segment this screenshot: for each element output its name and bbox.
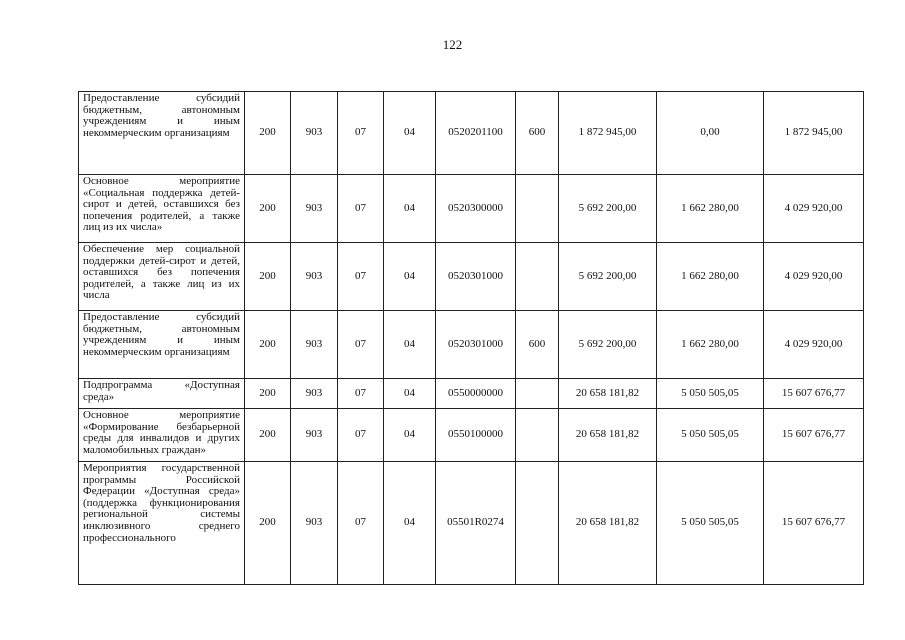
column-3-code: 07 bbox=[338, 409, 384, 462]
amount-1: 20 658 181,82 bbox=[559, 409, 657, 462]
column-5-code: 0520301000 bbox=[436, 311, 516, 379]
column-4-code: 04 bbox=[384, 175, 436, 243]
column-4-code: 04 bbox=[384, 243, 436, 311]
amount-3: 15 607 676,77 bbox=[764, 409, 864, 462]
column-1-code: 200 bbox=[245, 311, 291, 379]
amount-2: 1 662 280,00 bbox=[657, 243, 764, 311]
amount-3: 4 029 920,00 bbox=[764, 175, 864, 243]
table-row bbox=[79, 175, 864, 243]
column-6-code bbox=[516, 243, 559, 311]
amount-3: 4 029 920,00 bbox=[764, 243, 864, 311]
column-5-code: 0520300000 bbox=[436, 175, 516, 243]
table-row bbox=[79, 311, 864, 379]
column-4-code: 04 bbox=[384, 311, 436, 379]
column-5-code: 0550000000 bbox=[436, 379, 516, 409]
table-row bbox=[79, 409, 864, 462]
column-6-code: 600 bbox=[516, 311, 559, 379]
amount-2: 5 050 505,05 bbox=[657, 409, 764, 462]
table-row bbox=[79, 243, 864, 311]
column-5-code: 0550100000 bbox=[436, 409, 516, 462]
amount-1: 5 692 200,00 bbox=[559, 175, 657, 243]
row-name: Основное мероприятие «Социальная поддержка детей-сирот и детей, оставшихся без попечения родителей, а также лиц из их числа» bbox=[79, 175, 245, 243]
column-4-code: 04 bbox=[384, 462, 436, 585]
column-4-code: 04 bbox=[384, 92, 436, 175]
column-1-code: 200 bbox=[245, 175, 291, 243]
amount-3: 15 607 676,77 bbox=[764, 462, 864, 585]
row-name: Предоставление субсидий бюджетным, автономным учреждениям и иным некоммерческим организациям bbox=[79, 311, 245, 379]
column-2-code: 903 bbox=[291, 92, 338, 175]
column-6-code bbox=[516, 379, 559, 409]
column-6-code: 600 bbox=[516, 92, 559, 175]
amount-3: 4 029 920,00 bbox=[764, 311, 864, 379]
column-3-code: 07 bbox=[338, 462, 384, 585]
budget-table bbox=[78, 91, 864, 585]
amount-1: 5 692 200,00 bbox=[559, 243, 657, 311]
column-2-code: 903 bbox=[291, 311, 338, 379]
column-3-code: 07 bbox=[338, 243, 384, 311]
amount-1: 1 872 945,00 bbox=[559, 92, 657, 175]
table-row bbox=[79, 379, 864, 409]
amount-1: 5 692 200,00 bbox=[559, 311, 657, 379]
row-name: Подпрограмма «Доступная среда» bbox=[79, 379, 245, 409]
column-3-code: 07 bbox=[338, 92, 384, 175]
column-2-code: 903 bbox=[291, 409, 338, 462]
amount-1: 20 658 181,82 bbox=[559, 379, 657, 409]
column-3-code: 07 bbox=[338, 311, 384, 379]
amount-2: 5 050 505,05 bbox=[657, 379, 764, 409]
row-name: Мероприятия государственной программы Российской Федерации «Доступная среда» (поддержка функционирования региональной системы инклюзивного среднего профессионального bbox=[79, 462, 245, 585]
table-row bbox=[79, 462, 864, 585]
column-1-code: 200 bbox=[245, 462, 291, 585]
page-number: 122 bbox=[442, 37, 463, 52]
column-6-code bbox=[516, 175, 559, 243]
column-5-code: 0520301000 bbox=[436, 243, 516, 311]
column-4-code: 04 bbox=[384, 379, 436, 409]
column-2-code: 903 bbox=[291, 379, 338, 409]
column-3-code: 07 bbox=[338, 175, 384, 243]
amount-1: 20 658 181,82 bbox=[559, 462, 657, 585]
column-2-code: 903 bbox=[291, 175, 338, 243]
column-2-code: 903 bbox=[291, 243, 338, 311]
column-1-code: 200 bbox=[245, 243, 291, 311]
column-5-code: 05501R0274 bbox=[436, 462, 516, 585]
amount-2: 0,00 bbox=[657, 92, 764, 175]
column-6-code bbox=[516, 462, 559, 585]
column-5-code: 0520201100 bbox=[436, 92, 516, 175]
amount-2: 1 662 280,00 bbox=[657, 311, 764, 379]
column-4-code: 04 bbox=[384, 409, 436, 462]
column-3-code: 07 bbox=[338, 379, 384, 409]
row-name: Предоставление субсидий бюджетным, автономным учреждениям и иным некоммерческим организациям bbox=[79, 92, 245, 175]
amount-2: 5 050 505,05 bbox=[657, 462, 764, 585]
amount-2: 1 662 280,00 bbox=[657, 175, 764, 243]
column-2-code: 903 bbox=[291, 462, 338, 585]
amount-3: 15 607 676,77 bbox=[764, 379, 864, 409]
amount-3: 1 872 945,00 bbox=[764, 92, 864, 175]
row-name: Основное мероприятие «Формирование безбарьерной среды для инвалидов и других маломобильных граждан» bbox=[79, 409, 245, 462]
column-6-code bbox=[516, 409, 559, 462]
row-name: Обеспечение мер социальной поддержки детей-сирот и детей, оставшихся без попечения родителей, а также лиц из их числа bbox=[79, 243, 245, 311]
column-1-code: 200 bbox=[245, 92, 291, 175]
column-1-code: 200 bbox=[245, 379, 291, 409]
table-row bbox=[79, 92, 864, 175]
column-1-code: 200 bbox=[245, 409, 291, 462]
